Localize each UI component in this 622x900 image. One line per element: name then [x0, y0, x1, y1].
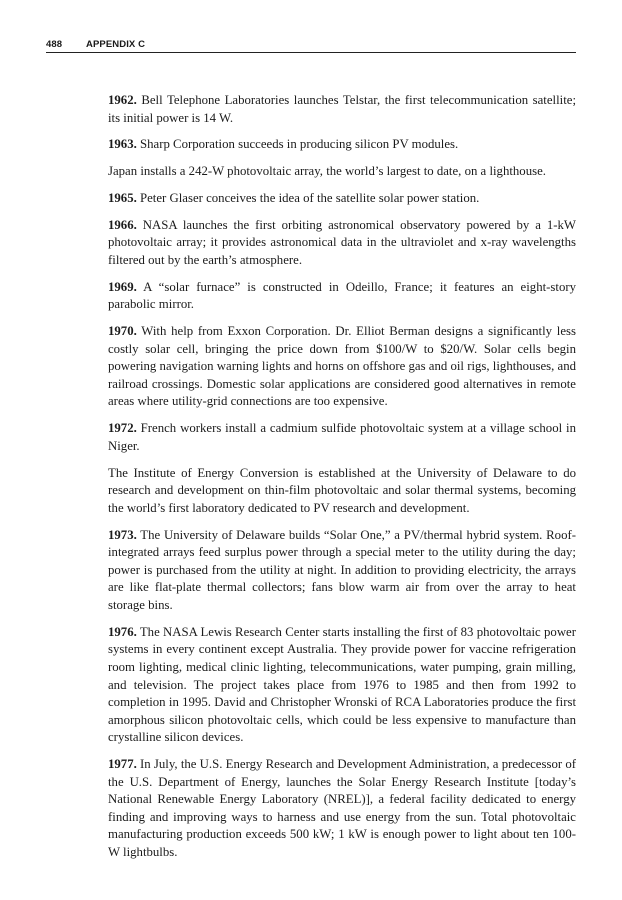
entry-year: 1976. [108, 624, 137, 639]
entry-text: Japan installs a 242-W photovoltaic array, the world’s largest to date, on a lighthouse. [108, 164, 546, 179]
appendix-title: APPENDIX C [86, 39, 146, 50]
entry-year: 1969. [108, 279, 137, 294]
timeline-entry-1970 [108, 323, 576, 411]
entry-year: 1973. [108, 527, 137, 542]
timeline-entry-1972-delaware [108, 465, 576, 518]
entry-year: 1972. [108, 421, 137, 436]
entry-text: The NASA Lewis Research Center starts installing the first of 83 photovoltaic power systems in every continent except Australia. They provide power for vaccine refrigeration room lighting, medical clinic lighting, telecommunications, water pumping, grain milling, and television. The project takes place from 1976 to 1985 and then from 1992 to completion in 1995. David and Christopher Wronski of RCA Laboratories produce the first amorphous silicon photovoltaic cells, which could be less expensive to manufacture than crystalline silicon devices. [108, 624, 576, 745]
timeline-body [108, 92, 576, 871]
entry-text: A “solar furnace” is constructed in Odeillo, France; it features an eight-story parabolic mirror. [108, 279, 576, 312]
entry-text: The University of Delaware builds “Solar One,” a PV/thermal hybrid system. Roof-integrated arrays feed surplus power through a special meter to the utility during the day; power is purchased from the utility at night. In addition to providing electricity, the arrays are like flat-plate thermal collectors; fans blow warm air from over the array to heat storage bins. [108, 527, 576, 612]
entry-year: 1970. [108, 324, 137, 339]
timeline-entry-1977 [108, 756, 576, 862]
page-number: 488 [46, 39, 63, 50]
running-head [46, 39, 576, 50]
entry-text: Sharp Corporation succeeds in producing silicon PV modules. [136, 137, 459, 152]
timeline-entry-1969 [108, 279, 576, 314]
entry-text: Peter Glaser conceives the idea of the satellite solar power station. [136, 190, 480, 205]
entry-text: French workers install a cadmium sulfide photovoltaic system at a village school in Niger. [108, 421, 576, 453]
entry-text: The Institute of Energy Conversion is established at the University of Delaware to do research and development on thin-film photovoltaic and solar thermal systems, becoming the world’s first laboratory dedicated to PV research and development. [108, 465, 576, 515]
timeline-entry-1973 [108, 527, 576, 615]
timeline-entry-1963-japan [108, 163, 576, 181]
timeline-entry-1972 [108, 420, 576, 455]
timeline-entry-1976 [108, 624, 576, 747]
timeline-entry-1963 [108, 136, 576, 154]
entry-year: 1965. [108, 190, 137, 205]
entry-text: NASA launches the first orbiting astronomical observatory powered by a 1-kW photovoltaic array; it provides astronomical data in the ultraviolet and x-ray wavelengths filtered out by the earth’s atmosphere. [108, 217, 576, 267]
entry-year: 1977. [108, 757, 137, 772]
timeline-entry-1965 [108, 190, 576, 208]
entry-year: 1962. [108, 93, 137, 107]
header-rule [46, 52, 576, 53]
timeline-entry-1966 [108, 217, 576, 270]
entry-year: 1966. [108, 217, 137, 232]
entry-text: In July, the U.S. Energy Research and Development Administration, a predecessor of the U.S. Department of Energy, launches the Solar Energy Research Institute [today’s National Renewable Energy Laboratory (NREL)], a federal facility dedicated to energy finding and improving ways to harness and use energy from the sun. Total photovoltaic manufacturing production exceeds 500 kW; 1 kW is enough power to light about ten 100-W lightbulbs. [108, 757, 576, 860]
timeline-entry-1962 [108, 92, 576, 127]
entry-text: With help from Exxon Corporation. Dr. Elliot Berman designs a significantly less costly solar cell, bringing the price down from $100/W to $20/W. Solar cells begin powering navigation warning lights and horns on offshore gas and oil rigs, lighthouses, and railroad crossings. Domestic solar applications are considered good alternatives in remote areas where utility-grid connections are too expensive. [108, 324, 576, 409]
entry-text: Bell Telephone Laboratories launches Telstar, the first telecommunication satellite; its initial power is 14 W. [108, 93, 576, 125]
entry-year: 1963. [108, 137, 137, 152]
